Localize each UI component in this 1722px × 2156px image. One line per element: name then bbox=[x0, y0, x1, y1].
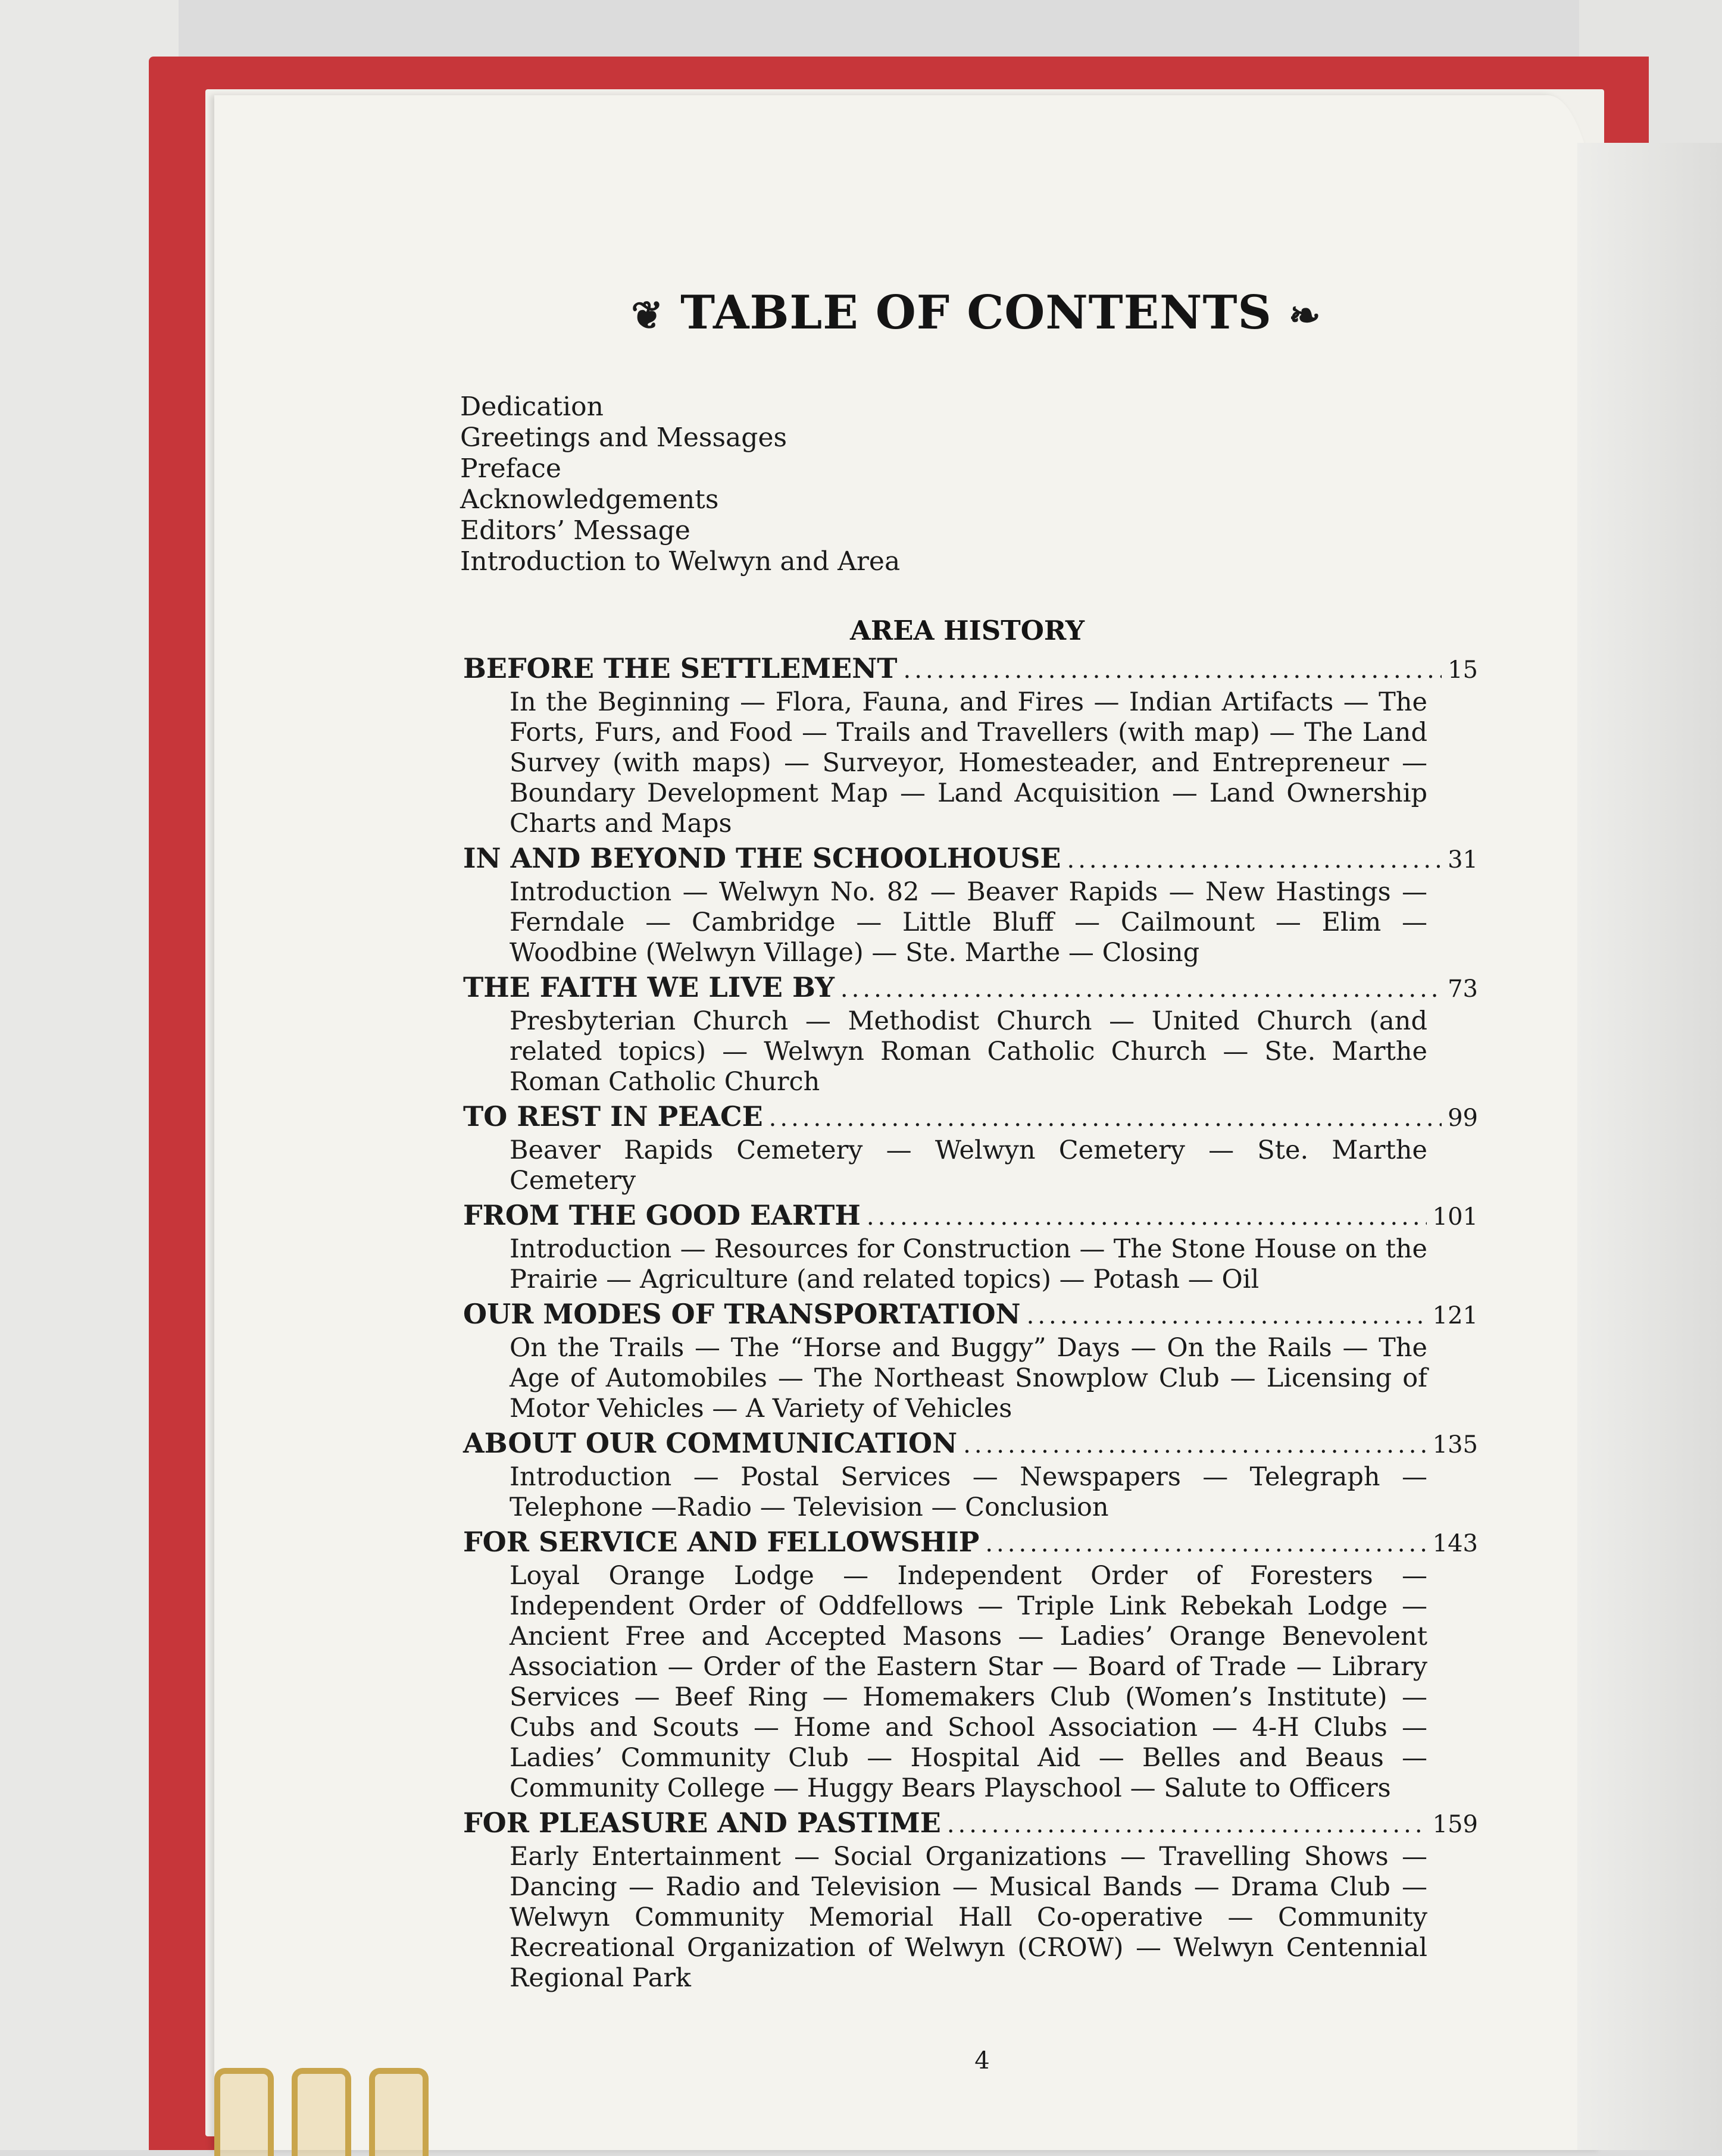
toc-entry-title: THE FAITH WE LIVE BY bbox=[463, 971, 835, 1003]
toc-heading-line bbox=[463, 1806, 1478, 1842]
dot-leader bbox=[840, 972, 1442, 1006]
toc-entry bbox=[463, 1199, 1478, 1295]
dot-leader bbox=[985, 1527, 1426, 1561]
binder-clip bbox=[214, 2068, 274, 2156]
binder-clip bbox=[369, 2068, 429, 2156]
toc-entry-topics: Early Entertainment — Social Organizations — Travelling Shows — Dancing — Radio and Television — Musical Bands — Drama Club — Welwyn Community Memorial Hall Co-operative — Community Recreational Organization of Welwyn (CROW) — Welwyn Centennial Regional Park bbox=[510, 1842, 1427, 1993]
toc-entry bbox=[463, 971, 1478, 1097]
toc-entry bbox=[463, 841, 1478, 968]
toc-entry bbox=[463, 1100, 1478, 1196]
toc-entry-title: IN AND BEYOND THE SCHOOLHOUSE bbox=[463, 842, 1061, 874]
toc-heading-line bbox=[463, 652, 1478, 687]
front-matter-item: Introduction to Welwyn and Area bbox=[460, 546, 901, 577]
toc-entry-topics: Presbyterian Church — Methodist Church — United Church (and related topics) — Welwyn Roman Catholic Church — Ste. Marthe Roman Catholic Church bbox=[510, 1006, 1427, 1097]
dot-leader bbox=[947, 1808, 1427, 1842]
toc-entry-page: 159 bbox=[1432, 1811, 1478, 1838]
toc-entry-page: 135 bbox=[1432, 1431, 1478, 1459]
front-matter-item: Dedication bbox=[460, 392, 604, 422]
toc-entry-title: BEFORE THE SETTLEMENT bbox=[463, 652, 898, 684]
toc-entry-title: FROM THE GOOD EARTH bbox=[463, 1199, 861, 1231]
toc-entry-page: 31 bbox=[1448, 846, 1478, 874]
front-matter-item: Preface bbox=[460, 453, 561, 484]
section-heading: AREA HISTORY bbox=[849, 615, 1085, 646]
leaf-ornament-left-icon: ❦ bbox=[631, 293, 664, 338]
toc-heading-line bbox=[463, 1297, 1478, 1333]
dot-leader bbox=[769, 1102, 1442, 1135]
toc-entry-title: FOR SERVICE AND FELLOWSHIP bbox=[463, 1526, 980, 1558]
front-matter-item: Greetings and Messages bbox=[460, 423, 787, 453]
toc-entry-topics: Beaver Rapids Cemetery — Welwyn Cemetery — Ste. Marthe Cemetery bbox=[510, 1135, 1427, 1196]
dot-leader bbox=[904, 653, 1442, 687]
toc-entry-page: 15 bbox=[1448, 656, 1478, 684]
toc-entry-page: 143 bbox=[1432, 1530, 1478, 1557]
front-matter-list bbox=[460, 392, 900, 577]
front-matter-item: Editors’ Message bbox=[460, 515, 690, 546]
leaf-ornament-right-icon: ❧ bbox=[1288, 293, 1321, 338]
toc-entry-topics: Introduction — Postal Services — Newspapers — Telegraph — Telephone —Radio — Television — Conclusion bbox=[510, 1462, 1427, 1522]
toc-entry-page: 99 bbox=[1448, 1104, 1478, 1132]
page-number: 4 bbox=[974, 2047, 990, 2074]
toc-entry bbox=[463, 1525, 1478, 1804]
toc-entry-topics: Introduction — Welwyn No. 82 — Beaver Rapids — New Hastings — Ferndale — Cambridge — Little Bluff — Cailmount — Elim — Woodbine (Welwyn Village) — Ste. Marthe — Closing bbox=[510, 877, 1427, 968]
toc-entry-page: 73 bbox=[1448, 975, 1478, 1003]
toc-entry-page: 121 bbox=[1432, 1302, 1478, 1329]
toc-entry bbox=[463, 1806, 1478, 1994]
toc-entry-title: ABOUT OUR COMMUNICATION bbox=[463, 1427, 958, 1459]
dot-leader bbox=[1067, 843, 1442, 877]
dot-leader bbox=[867, 1200, 1427, 1234]
toc-entry-topics: Introduction — Resources for Construction — The Stone House on the Prairie — Agriculture (and related topics) — Potash — Oil bbox=[510, 1234, 1427, 1294]
toc-entry-title: FOR PLEASURE AND PASTIME bbox=[463, 1807, 941, 1839]
toc-list bbox=[463, 652, 1478, 1996]
page-title bbox=[0, 286, 1722, 340]
toc-entry bbox=[463, 1297, 1478, 1424]
binder-clip bbox=[292, 2068, 351, 2156]
toc-heading-line bbox=[463, 1100, 1478, 1135]
toc-entry-topics: Loyal Orange Lodge — Independent Order of Foresters — Independent Order of Oddfellows — Triple Link Rebekah Lodge — Ancient Free and Accepted Masons — Ladies’ Orange Benevolent Association — Order of the Eastern Star — Board of Trade — Library Services — Beef Ring — Homemakers Club (Women’s Institute) — Cubs and Scouts — Home and School Association — 4-H Clubs — Ladies’ Community Club — Hospital Aid — Belles and Beaus — Community College — Huggy Bears Playschool — Salute to Officers bbox=[510, 1561, 1427, 1803]
dot-leader bbox=[1027, 1299, 1427, 1333]
dot-leader bbox=[963, 1428, 1427, 1462]
toc-heading-line bbox=[463, 841, 1478, 877]
toc-entry-topics: In the Beginning — Flora, Fauna, and Fires — Indian Artifacts — The Forts, Furs, and Food — Trails and Travellers (with map) — The Land Survey (with maps) — Surveyor, Homesteader, and Entrepreneur — Boundary Development Map — Land Acquisition — Land Ownership Charts and Maps bbox=[510, 687, 1427, 838]
front-matter-item: Acknowledgements bbox=[460, 484, 719, 515]
toc-entry-title: TO REST IN PEACE bbox=[463, 1100, 763, 1132]
toc-entry bbox=[463, 1426, 1478, 1523]
toc-heading-line bbox=[463, 1426, 1478, 1462]
toc-heading-line bbox=[463, 1199, 1478, 1234]
toc-heading-line bbox=[463, 1525, 1478, 1561]
toc-heading-line bbox=[463, 971, 1478, 1006]
toc-entry bbox=[463, 652, 1478, 839]
toc-entry-topics: On the Trails — The “Horse and Buggy” Days — On the Rails — The Age of Automobiles — The Northeast Snowplow Club — Licensing of Motor Vehicles — A Variety of Vehicles bbox=[510, 1333, 1427, 1423]
title-text: TABLE OF CONTENTS bbox=[680, 286, 1272, 340]
toc-entry-title: OUR MODES OF TRANSPORTATION bbox=[463, 1298, 1021, 1330]
page-edge bbox=[1577, 143, 1722, 2150]
toc-entry-page: 101 bbox=[1432, 1203, 1478, 1231]
